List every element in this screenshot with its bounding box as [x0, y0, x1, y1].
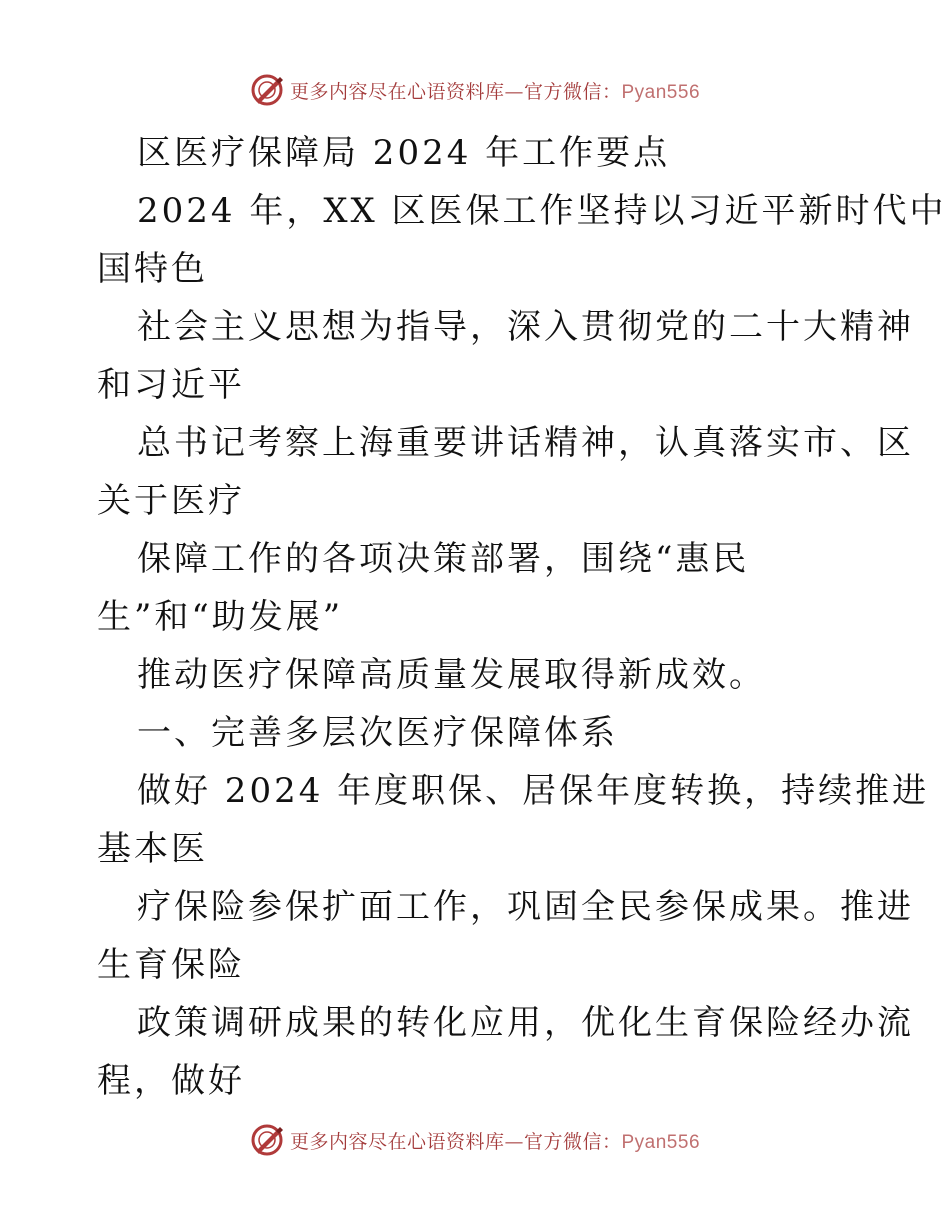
text-line: 保障工作的各项决策部署，围绕“惠民 [137, 539, 750, 579]
text-line: 政策调研成果的转化应用，优化生育保险经办流 [137, 1003, 914, 1043]
pen-logo-icon [250, 1123, 284, 1157]
watermark-text [290, 77, 700, 104]
watermark-banner-top [0, 70, 950, 110]
text-line: 程，做好 [97, 1061, 245, 1101]
document-title: 区医疗保障局 2024 年工作要点 [137, 133, 671, 173]
text-line: 生”和“助发展” [97, 597, 344, 637]
watermark-site-name: 更多内容尽在心语资料库 [289, 80, 505, 103]
text-line: 和习近平 [97, 365, 245, 405]
text-line: 基本医 [97, 829, 208, 869]
watermark-site-name: 更多内容尽在心语资料库 [289, 1130, 505, 1153]
text-line: 一、完善多层次医疗保障体系 [137, 713, 618, 753]
text-line: 关于医疗 [97, 481, 245, 521]
watermark-wechat-id: Pyan556 [621, 81, 701, 103]
text-line: 疗保险参保扩面工作，巩固全民参保成果。推进 [137, 887, 914, 927]
watermark-text [290, 1127, 700, 1154]
text-line: 总书记考察上海重要讲话精神，认真落实市、区 [137, 423, 914, 463]
text-line: 国特色 [97, 249, 208, 289]
watermark-banner-bottom [0, 1120, 950, 1160]
text-line: 做好 2024 年度职保、居保年度转换，持续推进 [137, 771, 930, 811]
watermark-wechat-label: 官方微信： [523, 1130, 622, 1153]
text-line: 社会主义思想为指导，深入贯彻党的二十大精神 [137, 307, 914, 347]
text-line: 推动医疗保障高质量发展取得新成效。 [137, 655, 766, 695]
watermark-separator: — [504, 80, 524, 103]
watermark-wechat-id: Pyan556 [621, 1131, 701, 1153]
pen-logo-icon [250, 73, 284, 107]
text-line: 生育保险 [97, 945, 245, 985]
document-body [97, 124, 947, 1110]
watermark-separator: — [504, 1130, 524, 1153]
watermark-wechat-label: 官方微信： [523, 80, 622, 103]
text-line: 2024 年，XX 区医保工作坚持以习近平新时代中 [137, 191, 947, 231]
